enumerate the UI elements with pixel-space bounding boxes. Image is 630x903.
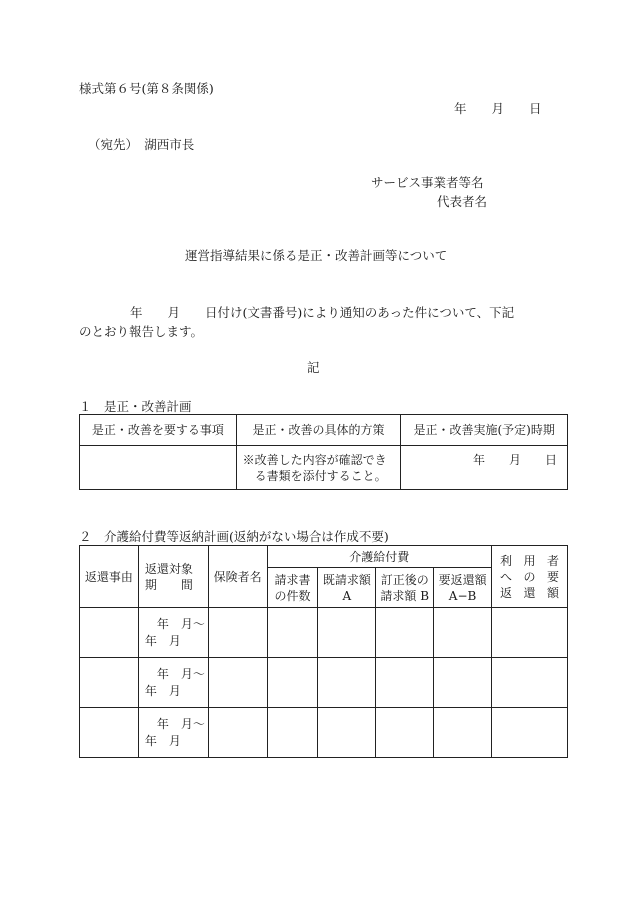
period-cell[interactable]: 年 月〜 年 月 [138,708,208,758]
body-line-2: のとおり報告します。 [79,324,204,339]
col-invoice-count-header: 請求書 の件数 [267,568,318,608]
period-cell[interactable]: 年 月〜 年 月 [138,608,208,658]
col-period-header [138,546,208,608]
col-refund-diff-header: 要返還額 A−B [434,568,492,608]
col-measures-header: 是正・改善の具体的方策 [236,415,401,446]
timing-cell[interactable]: 年 月 日 [401,446,568,490]
section2-heading: ２ 介護給付費等返納計画(返納がない場合は作成不要) [79,529,389,544]
col-user-refund-header: 利 用 者 へ の 要 返 還 額 [492,546,568,608]
period-cell[interactable]: 年 月〜 年 月 [138,658,208,708]
col-items-header: 是正・改善を要する事項 [80,415,237,446]
col-corrected-b-header: 訂正後の 請求額 B [376,568,434,608]
form-number: 様式第６号(第８条関係) [79,81,214,96]
col-billed-a-header: 既請求額 A [318,568,376,608]
table-row [80,658,568,708]
col-period-label-a: 返還対象 [144,561,193,576]
items-cell[interactable] [80,446,237,490]
body-line-1: 年 月 日付け(文書番号)により通知のあった件について、下記 [130,305,515,320]
document-title: 運営指導結果に係る是正・改善計画等について [185,248,448,263]
col-reason-header: 返還事由 [80,546,139,608]
repayment-plan-table [79,545,568,758]
col-insurer-header: 保険者名 [208,546,267,608]
table-row [80,708,568,758]
correction-plan-table [79,414,568,490]
col-period-label-b: 期 間 [144,577,193,592]
col-timing-header: 是正・改善実施(予定)時期 [401,415,568,446]
table-row [80,608,568,658]
representative-label: 代表者名 [437,194,488,209]
business-name-label: サービス事業者等名 [371,175,484,190]
ki-heading: 記 [307,360,320,375]
addressee: （宛先） 湖西市長 [88,137,195,152]
date-placeholder: 年 月 日 [454,101,542,116]
note-line-2: る書類を添付すること。 [254,468,387,483]
benefit-group-header: 介護給付費 [267,546,491,568]
note-line-1: ※改善した内容が確認でき [242,452,387,467]
measures-cell[interactable] [236,446,401,490]
section1-heading: １ 是正・改善計画 [79,399,192,414]
